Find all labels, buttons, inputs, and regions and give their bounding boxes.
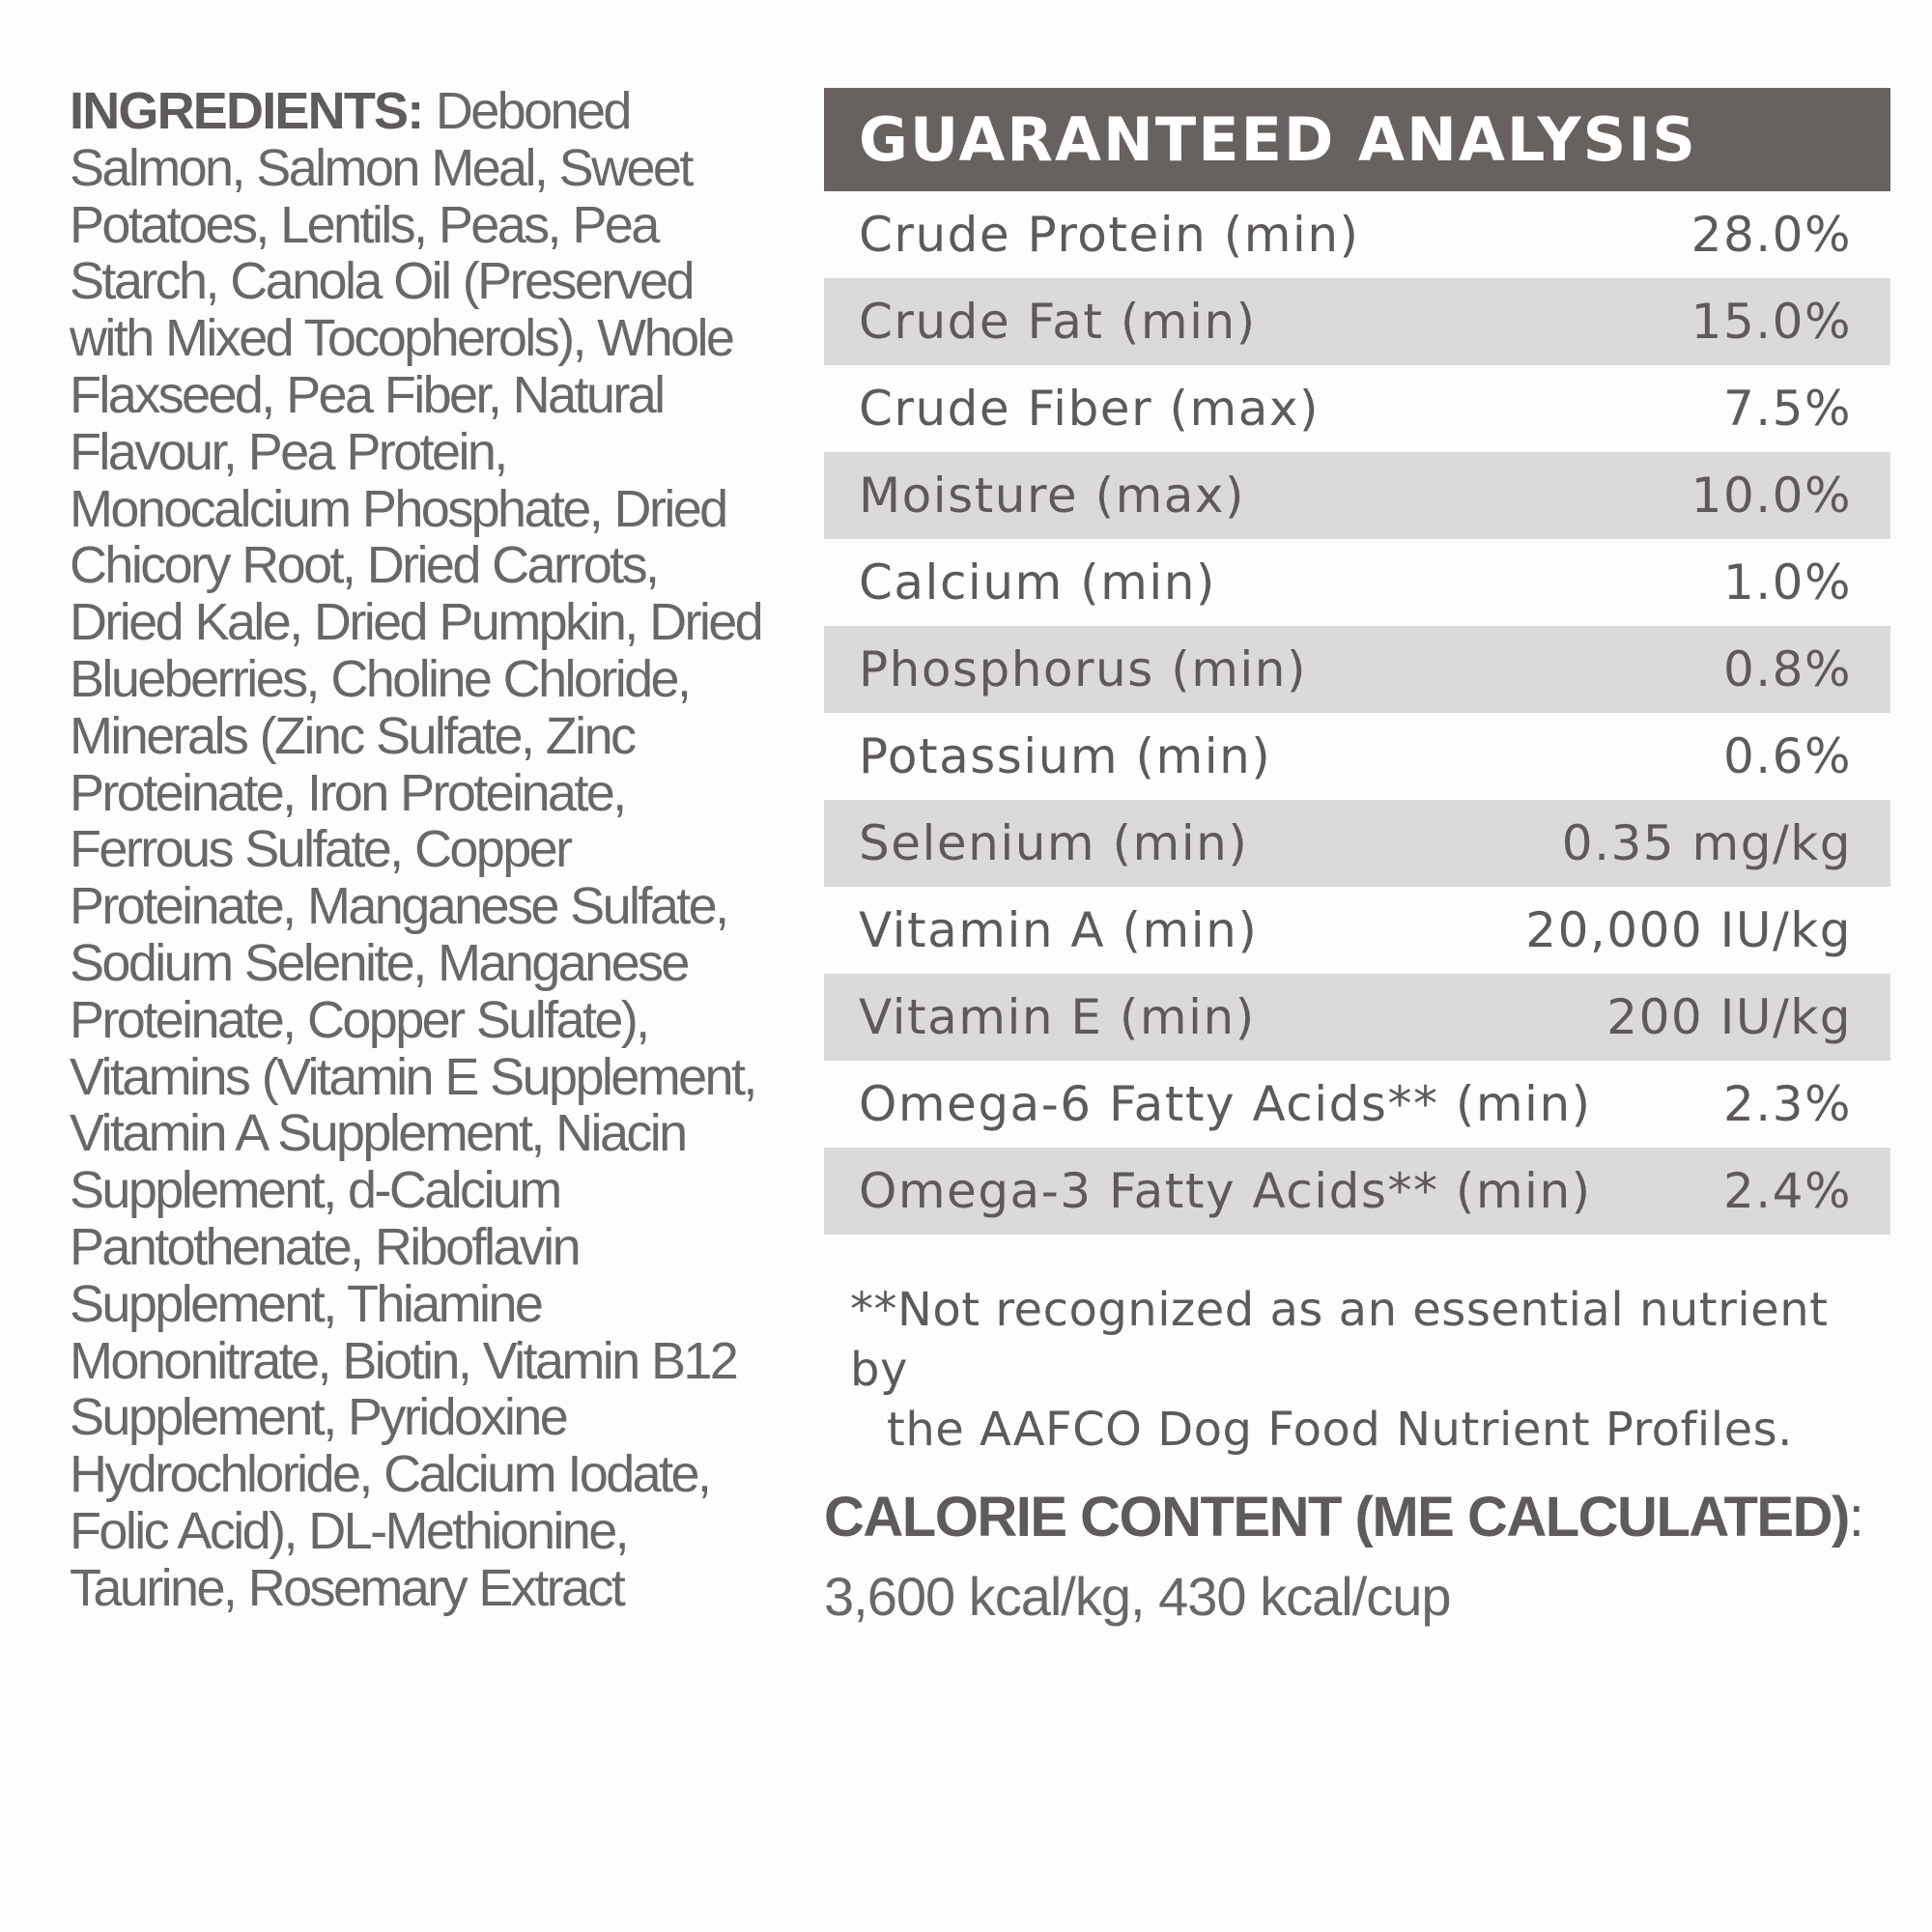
nutrient-name: Selenium (min) <box>859 815 1249 871</box>
nutrient-value: 10.0% <box>1690 468 1852 524</box>
analysis-row <box>824 713 1890 800</box>
ingredients-block <box>70 83 765 1617</box>
nutrient-name: Vitamin A (min) <box>859 902 1259 958</box>
calorie-content-value: 3,600 kcal/kg, 430 kcal/cup <box>824 1566 1451 1627</box>
nutrient-value: 2.4% <box>1722 1163 1852 1219</box>
ingredients-label: INGREDIENTS: <box>70 82 423 140</box>
calorie-title-colon: : <box>1848 1486 1863 1548</box>
nutrient-value: 28.0% <box>1690 207 1852 263</box>
nutrient-value: 2.3% <box>1722 1076 1852 1132</box>
analysis-row <box>824 539 1890 626</box>
guaranteed-analysis-table <box>824 88 1890 1235</box>
nutrient-value: 20,000 IU/kg <box>1525 902 1852 958</box>
analysis-row <box>824 626 1890 713</box>
nutrient-name: Crude Fat (min) <box>859 294 1257 350</box>
guaranteed-analysis-title: GUARANTEED ANALYSIS <box>824 88 1890 191</box>
analysis-row <box>824 887 1890 974</box>
analysis-row <box>824 278 1890 365</box>
nutrient-value: 0.35 mg/kg <box>1561 815 1852 871</box>
analysis-row <box>824 1061 1890 1148</box>
nutrient-name: Potassium (min) <box>859 728 1272 784</box>
nutrient-name: Omega-6 Fatty Acids** (min) <box>859 1076 1592 1132</box>
nutrient-name: Omega-3 Fatty Acids** (min) <box>859 1163 1592 1219</box>
nutrient-value: 1.0% <box>1722 554 1852 611</box>
analysis-row <box>824 365 1890 452</box>
nutrient-name: Phosphorus (min) <box>859 641 1307 697</box>
nutrient-name: Vitamin E (min) <box>859 989 1256 1045</box>
analysis-row <box>824 452 1890 539</box>
analysis-row <box>824 974 1890 1061</box>
nutrient-name: Moisture (max) <box>859 468 1246 524</box>
nutrient-name: Crude Fiber (max) <box>859 381 1320 437</box>
calorie-title-text: CALORIE CONTENT (ME CALCULATED) <box>824 1486 1849 1548</box>
nutrient-value: 7.5% <box>1722 381 1852 437</box>
footnote-line-1: **Not recognized as an essential nutrient by <box>850 1283 1829 1397</box>
footnote <box>850 1280 1874 1460</box>
nutrient-value: 0.8% <box>1722 641 1852 697</box>
nutrient-value: 15.0% <box>1690 294 1852 350</box>
analysis-row <box>824 1148 1890 1235</box>
footnote-line-2: the AAFCO Dog Food Nutrient Profiles. <box>887 1403 1793 1457</box>
nutrient-value: 200 IU/kg <box>1606 989 1852 1045</box>
nutrient-value: 0.6% <box>1722 728 1852 784</box>
analysis-row <box>824 191 1890 278</box>
analysis-rows <box>824 191 1890 1235</box>
nutrient-name: Calcium (min) <box>859 554 1216 611</box>
calorie-content-title <box>824 1483 1862 1552</box>
analysis-row <box>824 800 1890 887</box>
ingredients-text: Deboned Salmon, Salmon Meal, Sweet Potatoes, Lentils, Peas, Pea Starch, Canola Oil (Preserved with Mixed Tocopherols), Whole Flaxseed, Pea Fiber, Natural Flavour, Pea Protein, Monocalcium Phosphate, Dried Chicory Root, Dried Carrots, Dried Kale, Dried Pumpkin, Dried Blueberries, Choline Chloride, Minerals (Zinc Sulfate, Zinc Proteinate, Iron Proteinate, Ferrous Sulfate, Copper Proteinate, Manganese Sulfate, Sodium Selenite, Manganese Proteinate, Copper Sulfate), Vitamins (Vitamin E Supplement, Vitamin A Supplement, Niacin Supplement, d-Calcium Pantothenate, Riboflavin Supplement, Thiamine Mononitrate, Biotin, Vitamin B12 Supplement, Pyridoxine Hydrochloride, Calcium Iodate, Folic Acid), DL-Methionine, Taurine, Rosemary Extract <box>70 82 762 1617</box>
nutrient-name: Crude Protein (min) <box>859 207 1360 263</box>
